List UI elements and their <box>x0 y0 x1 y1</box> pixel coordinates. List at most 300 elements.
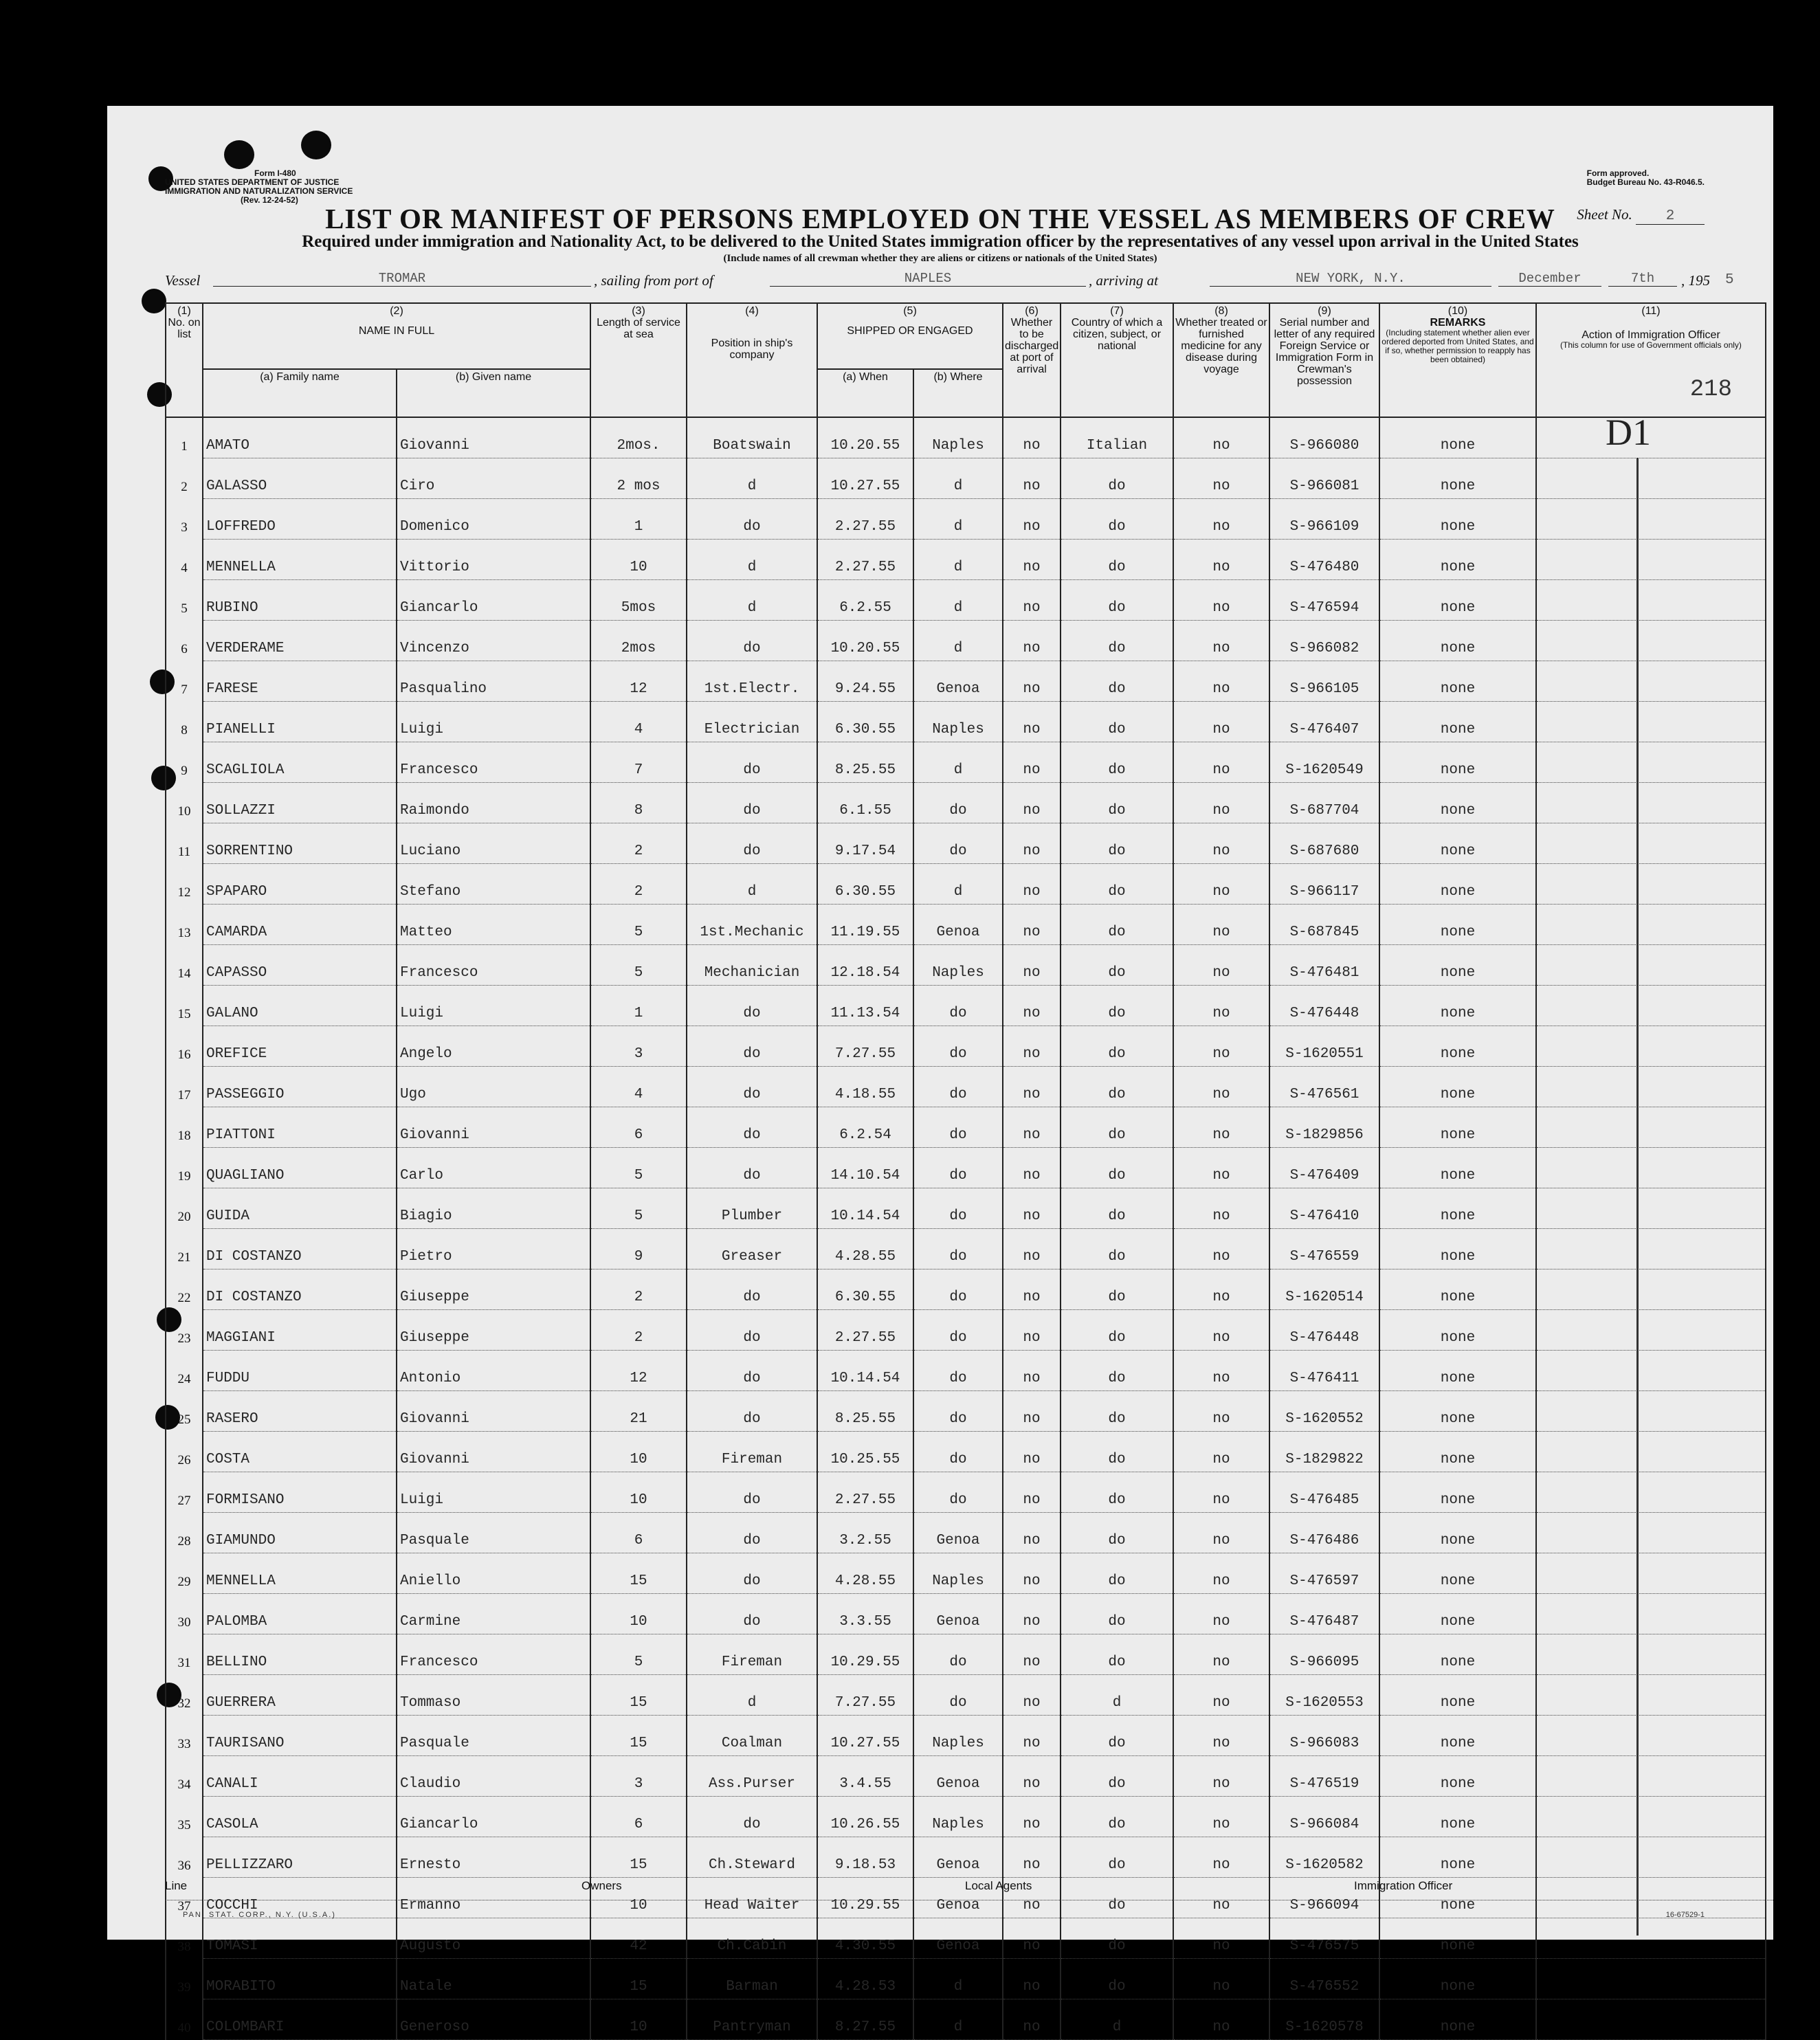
cell-serial-number: S-1620551 <box>1269 1026 1379 1067</box>
cell-discharged: no <box>1003 1675 1061 1716</box>
cell-family-name: GUIDA <box>203 1188 397 1229</box>
cell-remarks: none <box>1379 417 1536 458</box>
cell-service-length: 42 <box>590 1918 687 1959</box>
cell-service-length: 1 <box>590 499 687 540</box>
cell-citizenship: do <box>1061 1716 1173 1756</box>
cell-service-length: 7 <box>590 742 687 783</box>
cell-remarks: none <box>1379 1675 1536 1716</box>
cell-citizenship: do <box>1061 1067 1173 1107</box>
cell-officer-action <box>1536 1553 1766 1594</box>
cell-medicine: no <box>1173 1310 1269 1351</box>
budget-bureau-number: Budget Bureau No. 43-R046.5. <box>1586 177 1705 187</box>
cell-discharged: no <box>1003 1310 1061 1351</box>
cell-given-name: Carmine <box>397 1594 590 1634</box>
cell-discharged: no <box>1003 1553 1061 1594</box>
crew-row <box>166 1472 1766 1513</box>
cell-discharged: no <box>1003 1351 1061 1391</box>
cell-citizenship: do <box>1061 661 1173 702</box>
cell-remarks: none <box>1379 823 1536 864</box>
cell-family-name: SOLLAZZI <box>203 783 397 823</box>
cell-citizenship: do <box>1061 1229 1173 1270</box>
cell-remarks: none <box>1379 621 1536 661</box>
cell-serial-number: S-476411 <box>1269 1351 1379 1391</box>
cell-citizenship: d <box>1061 1999 1173 2040</box>
col-11-title: Action of Immigration Officer <box>1582 329 1720 341</box>
cell-citizenship: do <box>1061 1270 1173 1310</box>
cell-officer-action <box>1536 783 1766 823</box>
cell-serial-number: S-476486 <box>1269 1513 1379 1553</box>
cell-discharged: no <box>1003 864 1061 905</box>
cell-officer-action <box>1536 702 1766 742</box>
cell-shipped-where: Naples <box>913 1797 1003 1837</box>
cell-shipped-when: 3.3.55 <box>817 1594 913 1634</box>
crew-row <box>166 742 1766 783</box>
cell-remarks: none <box>1379 1634 1536 1675</box>
sheet-label: Sheet No. <box>1577 206 1632 223</box>
cell-given-name: Vincenzo <box>397 621 590 661</box>
cell-position: Boatswain <box>687 417 817 458</box>
cell-serial-number: S-1829856 <box>1269 1107 1379 1148</box>
cell-shipped-where: do <box>913 1472 1003 1513</box>
cell-discharged: no <box>1003 1756 1061 1797</box>
manifest-page <box>107 106 1773 2035</box>
cell-shipped-where: do <box>913 1067 1003 1107</box>
cell-row-number: 3 <box>166 499 203 540</box>
cell-officer-action <box>1536 458 1766 499</box>
cell-position: do <box>687 499 817 540</box>
cell-serial-number: S-476409 <box>1269 1148 1379 1188</box>
cell-shipped-when: 10.20.55 <box>817 417 913 458</box>
cell-given-name: Ugo <box>397 1067 590 1107</box>
cell-position: Barman <box>687 1959 817 1999</box>
cell-service-length: 10 <box>590 1472 687 1513</box>
cell-service-length: 2 <box>590 823 687 864</box>
cell-officer-action <box>1536 1716 1766 1756</box>
cell-row-number: 15 <box>166 986 203 1026</box>
cell-family-name: COCCHI <box>203 1878 397 1918</box>
cell-row-number: 9 <box>166 742 203 783</box>
budget-block <box>1587 169 1705 187</box>
cell-medicine: no <box>1173 1513 1269 1553</box>
cell-shipped-when: 4.28.53 <box>817 1959 913 1999</box>
cell-officer-action <box>1536 742 1766 783</box>
cell-officer-action <box>1536 1797 1766 1837</box>
cell-remarks: none <box>1379 1513 1536 1553</box>
cell-position: Ch.Steward <box>687 1837 817 1878</box>
cell-remarks: none <box>1379 1999 1536 2040</box>
cell-shipped-when: 3.2.55 <box>817 1513 913 1553</box>
include-note: (Include names of all crewman whether they are aliens or citizens or nationals of the United States) <box>723 253 1157 264</box>
crew-row <box>166 1513 1766 1553</box>
col-service-header <box>590 303 687 417</box>
cell-given-name: Pasquale <box>397 1716 590 1756</box>
cell-remarks: none <box>1379 1432 1536 1472</box>
cell-discharged: no <box>1003 580 1061 621</box>
cell-shipped-when: 8.25.55 <box>817 742 913 783</box>
cell-medicine: no <box>1173 1472 1269 1513</box>
cell-medicine: no <box>1173 945 1269 986</box>
arrival-day: 7th <box>1608 271 1677 287</box>
cell-citizenship: do <box>1061 1310 1173 1351</box>
cell-citizenship: do <box>1061 1918 1173 1959</box>
col-9-no: (9) <box>1318 305 1331 317</box>
crew-row <box>166 580 1766 621</box>
col-shipped-header <box>817 303 1003 369</box>
col-2-no: (2) <box>390 305 403 317</box>
cell-shipped-where: d <box>913 499 1003 540</box>
cell-row-number: 1 <box>166 417 203 458</box>
cell-medicine: no <box>1173 1634 1269 1675</box>
cell-family-name: FUDDU <box>203 1351 397 1391</box>
cell-given-name: Francesco <box>397 1634 590 1675</box>
cell-family-name: CASOLA <box>203 1797 397 1837</box>
cell-family-name: CAPASSO <box>203 945 397 986</box>
cell-service-length: 10 <box>590 1999 687 2040</box>
cell-serial-number: S-1620514 <box>1269 1270 1379 1310</box>
cell-row-number: 26 <box>166 1432 203 1472</box>
crew-row <box>166 1351 1766 1391</box>
col-5-title: SHIPPED OR ENGAGED <box>847 325 973 337</box>
cell-shipped-when: 6.30.55 <box>817 1270 913 1310</box>
cell-remarks: none <box>1379 1067 1536 1107</box>
col-when-header: (a) When <box>817 369 913 417</box>
col-11-note: (This column for use of Government officials only) <box>1560 340 1742 350</box>
col-10-title: REMARKS <box>1430 317 1486 329</box>
cell-serial-number: S-966094 <box>1269 1878 1379 1918</box>
cell-discharged: no <box>1003 783 1061 823</box>
cell-service-length: 6 <box>590 1107 687 1148</box>
cell-shipped-where: do <box>913 1107 1003 1148</box>
cell-shipped-when: 2.27.55 <box>817 1310 913 1351</box>
cell-row-number: 31 <box>166 1634 203 1675</box>
cell-medicine: no <box>1173 1229 1269 1270</box>
col-1-title: No. on list <box>168 317 201 340</box>
crew-row <box>166 1837 1766 1878</box>
cell-service-length: 15 <box>590 1959 687 1999</box>
cell-citizenship: do <box>1061 1432 1173 1472</box>
crew-rows <box>166 417 1766 2040</box>
cell-serial-number: S-966117 <box>1269 864 1379 905</box>
cell-shipped-when: 2.27.55 <box>817 499 913 540</box>
crew-row <box>166 1797 1766 1837</box>
voyage-details <box>165 268 1773 293</box>
cell-service-length: 4 <box>590 702 687 742</box>
crew-row <box>166 1026 1766 1067</box>
cell-service-length: 5 <box>590 1188 687 1229</box>
cell-medicine: no <box>1173 1878 1269 1918</box>
col-name-header <box>203 303 590 369</box>
col-3-no: (3) <box>632 305 645 317</box>
form-title: LIST OR MANIFEST OF PERSONS EMPLOYED ON THE VESSEL AS MEMBERS OF CREW <box>325 203 1555 234</box>
cell-serial-number: S-476559 <box>1269 1229 1379 1270</box>
cell-row-number: 11 <box>166 823 203 864</box>
cell-serial-number: S-1620552 <box>1269 1391 1379 1432</box>
cell-row-number: 27 <box>166 1472 203 1513</box>
cell-given-name: Francesco <box>397 742 590 783</box>
cell-citizenship: do <box>1061 702 1173 742</box>
crew-row <box>166 864 1766 905</box>
cell-given-name: Giuseppe <box>397 1270 590 1310</box>
cell-serial-number: S-476552 <box>1269 1959 1379 1999</box>
cell-officer-action <box>1536 1837 1766 1878</box>
cell-given-name: Giuseppe <box>397 1310 590 1351</box>
cell-citizenship: do <box>1061 1391 1173 1432</box>
cell-shipped-where: do <box>913 1270 1003 1310</box>
cell-medicine: no <box>1173 417 1269 458</box>
cell-officer-action <box>1536 986 1766 1026</box>
cell-shipped-when: 10.27.55 <box>817 1716 913 1756</box>
col-medicine-header <box>1173 303 1269 417</box>
cell-position: Ch.Cabin <box>687 1918 817 1959</box>
cell-serial-number: S-966080 <box>1269 417 1379 458</box>
cell-medicine: no <box>1173 661 1269 702</box>
cell-position: do <box>687 783 817 823</box>
cell-discharged: no <box>1003 1513 1061 1553</box>
form-code: 16-67529-1 <box>1665 1911 1705 1919</box>
cell-shipped-where: do <box>913 1229 1003 1270</box>
cell-given-name: Pietro <box>397 1229 590 1270</box>
cell-shipped-when: 3.4.55 <box>817 1756 913 1797</box>
cell-medicine: no <box>1173 621 1269 661</box>
cell-shipped-when: 9.24.55 <box>817 661 913 702</box>
cell-citizenship: do <box>1061 1959 1173 1999</box>
cell-family-name: MENNELLA <box>203 1553 397 1594</box>
cell-remarks: none <box>1379 1837 1536 1878</box>
cell-row-number: 38 <box>166 1918 203 1959</box>
cell-officer-action <box>1536 417 1766 458</box>
cell-medicine: no <box>1173 742 1269 783</box>
crew-row <box>166 1756 1766 1797</box>
cell-shipped-where: Genoa <box>913 1756 1003 1797</box>
cell-given-name: Claudio <box>397 1756 590 1797</box>
cell-medicine: no <box>1173 580 1269 621</box>
col-6-no: (6) <box>1025 305 1039 317</box>
cell-service-length: 10 <box>590 1432 687 1472</box>
form-number: Form I-480 <box>254 168 296 178</box>
crew-row <box>166 1634 1766 1675</box>
cell-given-name: Generoso <box>397 1999 590 2040</box>
col-3-title: Length of service at sea <box>597 317 680 340</box>
crew-row <box>166 1391 1766 1432</box>
cell-service-length: 6 <box>590 1797 687 1837</box>
cell-shipped-where: Naples <box>913 417 1003 458</box>
cell-officer-action <box>1536 945 1766 986</box>
cell-serial-number: S-687680 <box>1269 823 1379 864</box>
cell-position: 1st.Electr. <box>687 661 817 702</box>
crew-row <box>166 417 1766 458</box>
cell-discharged: no <box>1003 905 1061 945</box>
crew-row <box>166 1310 1766 1351</box>
cell-position: d <box>687 1675 817 1716</box>
cell-row-number: 40 <box>166 1999 203 2040</box>
cell-shipped-when: 4.28.55 <box>817 1553 913 1594</box>
cell-row-number: 29 <box>166 1553 203 1594</box>
cell-citizenship: do <box>1061 864 1173 905</box>
cell-officer-action <box>1536 621 1766 661</box>
agency-line-2: IMMIGRATION AND NATURALIZATION SERVICE <box>165 186 353 196</box>
cell-medicine: no <box>1173 1067 1269 1107</box>
cell-citizenship: d <box>1061 1675 1173 1716</box>
cell-citizenship: do <box>1061 986 1173 1026</box>
cell-officer-action <box>1536 1270 1766 1310</box>
cell-shipped-when: 6.30.55 <box>817 702 913 742</box>
cell-shipped-when: 12.18.54 <box>817 945 913 986</box>
cell-remarks: none <box>1379 1229 1536 1270</box>
cell-serial-number: S-1829822 <box>1269 1432 1379 1472</box>
cell-officer-action <box>1536 1148 1766 1188</box>
cell-medicine: no <box>1173 1797 1269 1837</box>
cell-given-name: Giovanni <box>397 1391 590 1432</box>
col-2-title: NAME IN FULL <box>358 325 435 337</box>
cell-family-name: PELLIZZARO <box>203 1837 397 1878</box>
cell-remarks: none <box>1379 1188 1536 1229</box>
crew-row <box>166 1270 1766 1310</box>
crew-row <box>166 1594 1766 1634</box>
crew-row <box>166 1229 1766 1270</box>
cell-row-number: 22 <box>166 1270 203 1310</box>
crew-row <box>166 1959 1766 1999</box>
cell-remarks: none <box>1379 783 1536 823</box>
cell-officer-action <box>1536 1918 1766 1959</box>
cell-position: do <box>687 986 817 1026</box>
form-subtitle: Required under immigration and Nationality Act, to be delivered to the United States immigration officer by the representatives of any vessel upon arrival in the United States <box>302 232 1579 251</box>
cell-service-length: 21 <box>590 1391 687 1432</box>
cell-discharged: no <box>1003 1148 1061 1188</box>
cell-position: do <box>687 1553 817 1594</box>
cell-medicine: no <box>1173 1391 1269 1432</box>
cell-serial-number: S-476407 <box>1269 702 1379 742</box>
cell-discharged: no <box>1003 742 1061 783</box>
cell-row-number: 23 <box>166 1310 203 1351</box>
cell-shipped-where: d <box>913 864 1003 905</box>
col-10-note: (Including statement whether alien ever ordered deported from United States, and if so, whether permission to reapply has been obtained) <box>1381 328 1534 364</box>
col-country-header <box>1061 303 1173 417</box>
cell-discharged: no <box>1003 1270 1061 1310</box>
cell-discharged: no <box>1003 621 1061 661</box>
cell-officer-action <box>1536 1594 1766 1634</box>
cell-family-name: VERDERAME <box>203 621 397 661</box>
cell-given-name: Vittorio <box>397 540 590 580</box>
cell-service-length: 10 <box>590 1594 687 1634</box>
crew-row <box>166 783 1766 823</box>
cell-row-number: 37 <box>166 1878 203 1918</box>
cell-row-number: 6 <box>166 621 203 661</box>
page-number-stamp: 218 <box>1689 377 1732 403</box>
cell-family-name: GALANO <box>203 986 397 1026</box>
cell-shipped-when: 10.20.55 <box>817 621 913 661</box>
cell-serial-number: S-476448 <box>1269 986 1379 1026</box>
cell-service-length: 12 <box>590 661 687 702</box>
cell-shipped-where: do <box>913 986 1003 1026</box>
cell-officer-action <box>1536 499 1766 540</box>
cell-shipped-where: Genoa <box>913 1918 1003 1959</box>
cell-family-name: FARESE <box>203 661 397 702</box>
cell-remarks: none <box>1379 1716 1536 1756</box>
cell-shipped-where: do <box>913 1432 1003 1472</box>
cell-service-length: 10 <box>590 540 687 580</box>
cell-service-length: 5 <box>590 945 687 986</box>
crew-row <box>166 1675 1766 1716</box>
cell-position: do <box>687 1594 817 1634</box>
crew-row <box>166 905 1766 945</box>
cell-position: do <box>687 1513 817 1553</box>
sailing-port: NAPLES <box>770 271 1086 287</box>
footer-owners-label: Owners <box>581 1879 622 1892</box>
cell-family-name: MORABITO <box>203 1959 397 1999</box>
cell-row-number: 30 <box>166 1594 203 1634</box>
cell-service-length: 9 <box>590 1229 687 1270</box>
cell-discharged: no <box>1003 458 1061 499</box>
cell-serial-number: S-966081 <box>1269 458 1379 499</box>
crew-row <box>166 986 1766 1026</box>
cell-position: d <box>687 864 817 905</box>
cell-shipped-when: 6.2.54 <box>817 1107 913 1148</box>
cell-shipped-when: 2.27.55 <box>817 540 913 580</box>
cell-serial-number: S-966109 <box>1269 499 1379 540</box>
cell-shipped-where: d <box>913 621 1003 661</box>
cell-family-name: PIANELLI <box>203 702 397 742</box>
cell-row-number: 14 <box>166 945 203 986</box>
cell-discharged: no <box>1003 1026 1061 1067</box>
cell-discharged: no <box>1003 1594 1061 1634</box>
cell-given-name: Giovanni <box>397 417 590 458</box>
cell-row-number: 25 <box>166 1391 203 1432</box>
cell-discharged: no <box>1003 417 1061 458</box>
cell-service-length: 5 <box>590 1634 687 1675</box>
sheet-value: 2 <box>1636 208 1705 225</box>
cell-remarks: none <box>1379 1270 1536 1310</box>
cell-position: Plumber <box>687 1188 817 1229</box>
cell-position: do <box>687 823 817 864</box>
cell-given-name: Domenico <box>397 499 590 540</box>
cell-medicine: no <box>1173 1959 1269 1999</box>
cell-serial-number: S-476487 <box>1269 1594 1379 1634</box>
cell-position: do <box>687 1797 817 1837</box>
cell-shipped-when: 8.27.55 <box>817 1999 913 2040</box>
col-9-title: Serial number and letter of any required Foreign Service or Immigration Form in Crewman's possession <box>1274 317 1375 387</box>
cell-position: do <box>687 1148 817 1188</box>
cell-medicine: no <box>1173 1026 1269 1067</box>
crew-row <box>166 499 1766 540</box>
cell-family-name: PASSEGGIO <box>203 1067 397 1107</box>
cell-citizenship: do <box>1061 1634 1173 1675</box>
cell-row-number: 18 <box>166 1107 203 1148</box>
cell-service-length: 5 <box>590 905 687 945</box>
cell-remarks: none <box>1379 1026 1536 1067</box>
crew-row <box>166 661 1766 702</box>
cell-officer-action <box>1536 1432 1766 1472</box>
cell-family-name: SPAPARO <box>203 864 397 905</box>
cell-shipped-when: 6.30.55 <box>817 864 913 905</box>
cell-family-name: DI COSTANZO <box>203 1270 397 1310</box>
cell-row-number: 8 <box>166 702 203 742</box>
cell-given-name: Carlo <box>397 1148 590 1188</box>
arriving-port: NEW YORK, N.Y. <box>1210 271 1491 287</box>
cell-row-number: 21 <box>166 1229 203 1270</box>
cell-serial-number: S-966082 <box>1269 621 1379 661</box>
cell-position: do <box>687 1391 817 1432</box>
cell-officer-action <box>1536 1675 1766 1716</box>
cell-given-name: Antonio <box>397 1351 590 1391</box>
cell-given-name: Giancarlo <box>397 580 590 621</box>
cell-given-name: Francesco <box>397 945 590 986</box>
cell-discharged: no <box>1003 823 1061 864</box>
footer-officer-label: Immigration Officer <box>1354 1879 1453 1892</box>
cell-shipped-where: Genoa <box>913 1837 1003 1878</box>
footer-line-label: Line <box>165 1879 188 1892</box>
cell-position: Pantryman <box>687 1999 817 2040</box>
crew-row <box>166 1148 1766 1188</box>
